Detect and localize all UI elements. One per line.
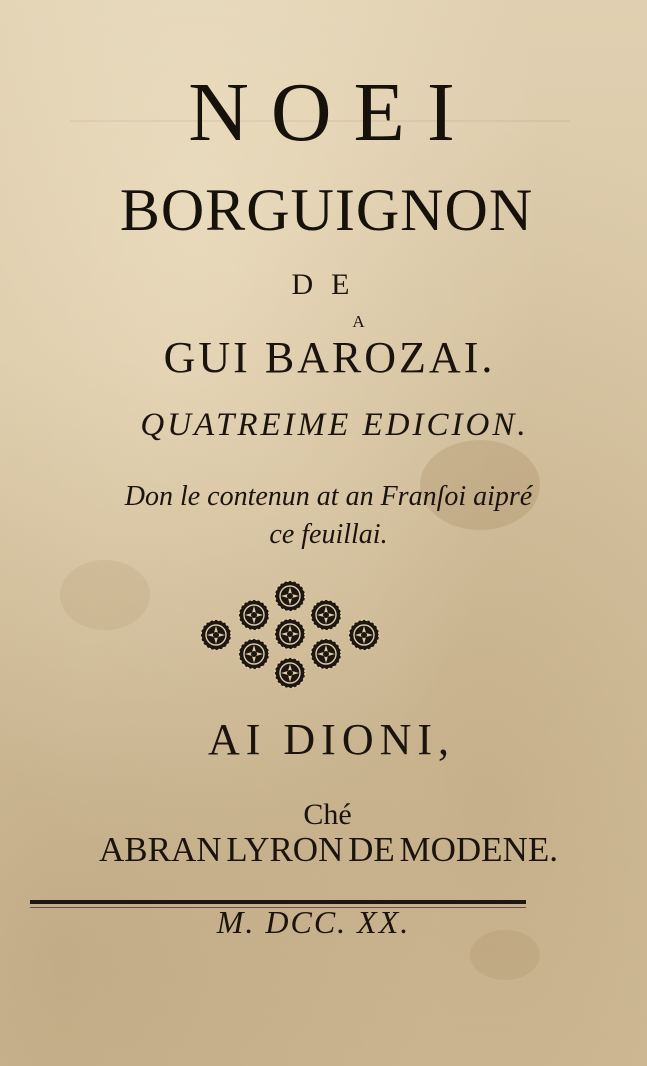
- imprint-che: Ché: [303, 798, 352, 831]
- title-line-2: BORGUIGNON: [119, 177, 534, 243]
- imprint-date: M. DCC. XX.: [216, 904, 411, 940]
- foxing-stain: [60, 560, 150, 630]
- accent-mark: A: [352, 312, 365, 331]
- imprint-printer: ABRAN LYRON DE MODENE.: [99, 830, 558, 869]
- subtitle-note: [0, 478, 647, 554]
- title-line-1: NOEI: [188, 66, 477, 159]
- rosette-ornament-icon: [190, 580, 390, 690]
- subtitle-line-2: ce feuillai.: [269, 519, 388, 550]
- preposition-de: DE: [291, 268, 368, 301]
- edition-statement: QUATREIME EDICION.: [140, 407, 529, 443]
- imprint-place: AI DIONI,: [207, 715, 456, 764]
- subtitle-line-1: Don le contenun at an Franſoi aipré: [124, 481, 533, 512]
- author-name: GUI BAROZAI.: [163, 333, 496, 382]
